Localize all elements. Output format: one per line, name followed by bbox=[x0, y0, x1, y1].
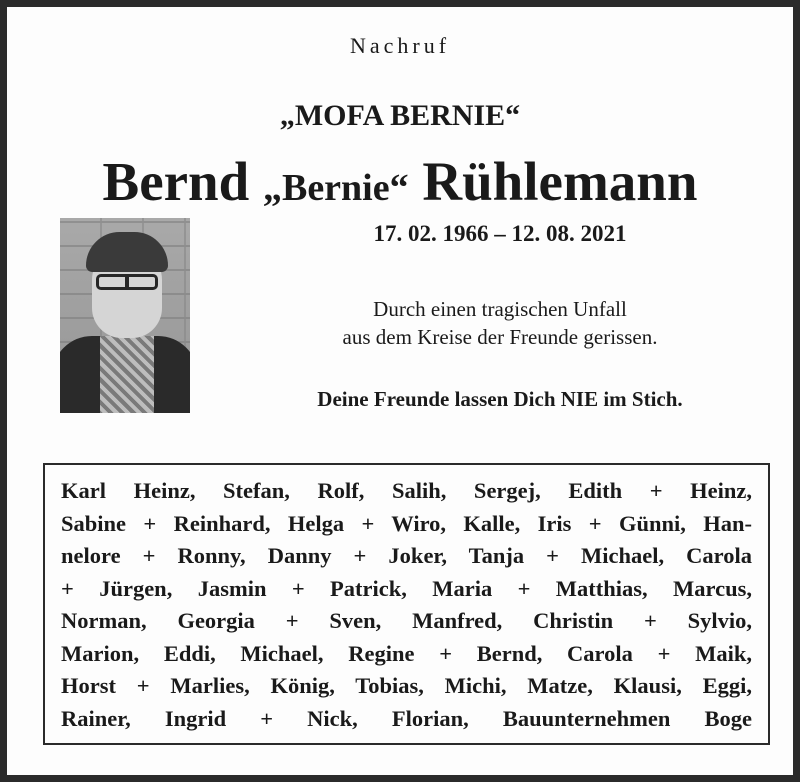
mourners-line: Rainer, Ingrid + Nick, Florian, Bauunternehmen Boge bbox=[61, 705, 752, 731]
mourners-line: Norman, Georgia + Sven, Manfred, Christin + Sylvio, bbox=[61, 608, 752, 633]
mourners-line: Sabine + Reinhard, Helga + Wiro, Kalle, Iris + Günni, Han- bbox=[61, 510, 752, 536]
mourners-line: nelore + Ronny, Danny + Joker, Tanja + Michael, Carola bbox=[61, 543, 752, 568]
nickname-title: „MOFA BERNIE“ bbox=[279, 99, 521, 132]
message-line: Durch einen tragischen Unfall bbox=[373, 297, 627, 321]
mourners-list bbox=[43, 463, 770, 745]
nick-name: „Bernie“ bbox=[262, 167, 409, 209]
photo-shirt bbox=[100, 336, 154, 413]
notice-heading: Nachruf bbox=[349, 33, 451, 58]
portrait-photo bbox=[60, 218, 190, 413]
mourners-line: Karl Heinz, Stefan, Rolf, Salih, Sergej, Edith + Heinz, bbox=[61, 478, 752, 503]
first-name: Bernd bbox=[102, 151, 250, 212]
last-name: Rühlemann bbox=[422, 151, 698, 212]
mourners-line: Marion, Eddi, Michael, Regine + Bernd, Carola + Maik, bbox=[61, 640, 752, 666]
mourners-line: Horst + Marlies, König, Tobias, Michi, Matze, Klausi, Eggi, bbox=[61, 673, 752, 698]
message-line: aus dem Kreise der Freunde gerissen. bbox=[342, 325, 658, 349]
memorial-message bbox=[207, 295, 793, 351]
glasses-icon bbox=[96, 274, 158, 290]
deceased-name bbox=[7, 147, 793, 223]
life-dates: 17. 02. 1966 – 12. 08. 2021 bbox=[373, 221, 627, 246]
mourners-line: + Jürgen, Jasmin + Patrick, Maria + Matthias, Marcus, bbox=[61, 575, 752, 601]
friends-tagline: Deine Freunde lassen Dich NIE im Stich. bbox=[317, 387, 683, 411]
